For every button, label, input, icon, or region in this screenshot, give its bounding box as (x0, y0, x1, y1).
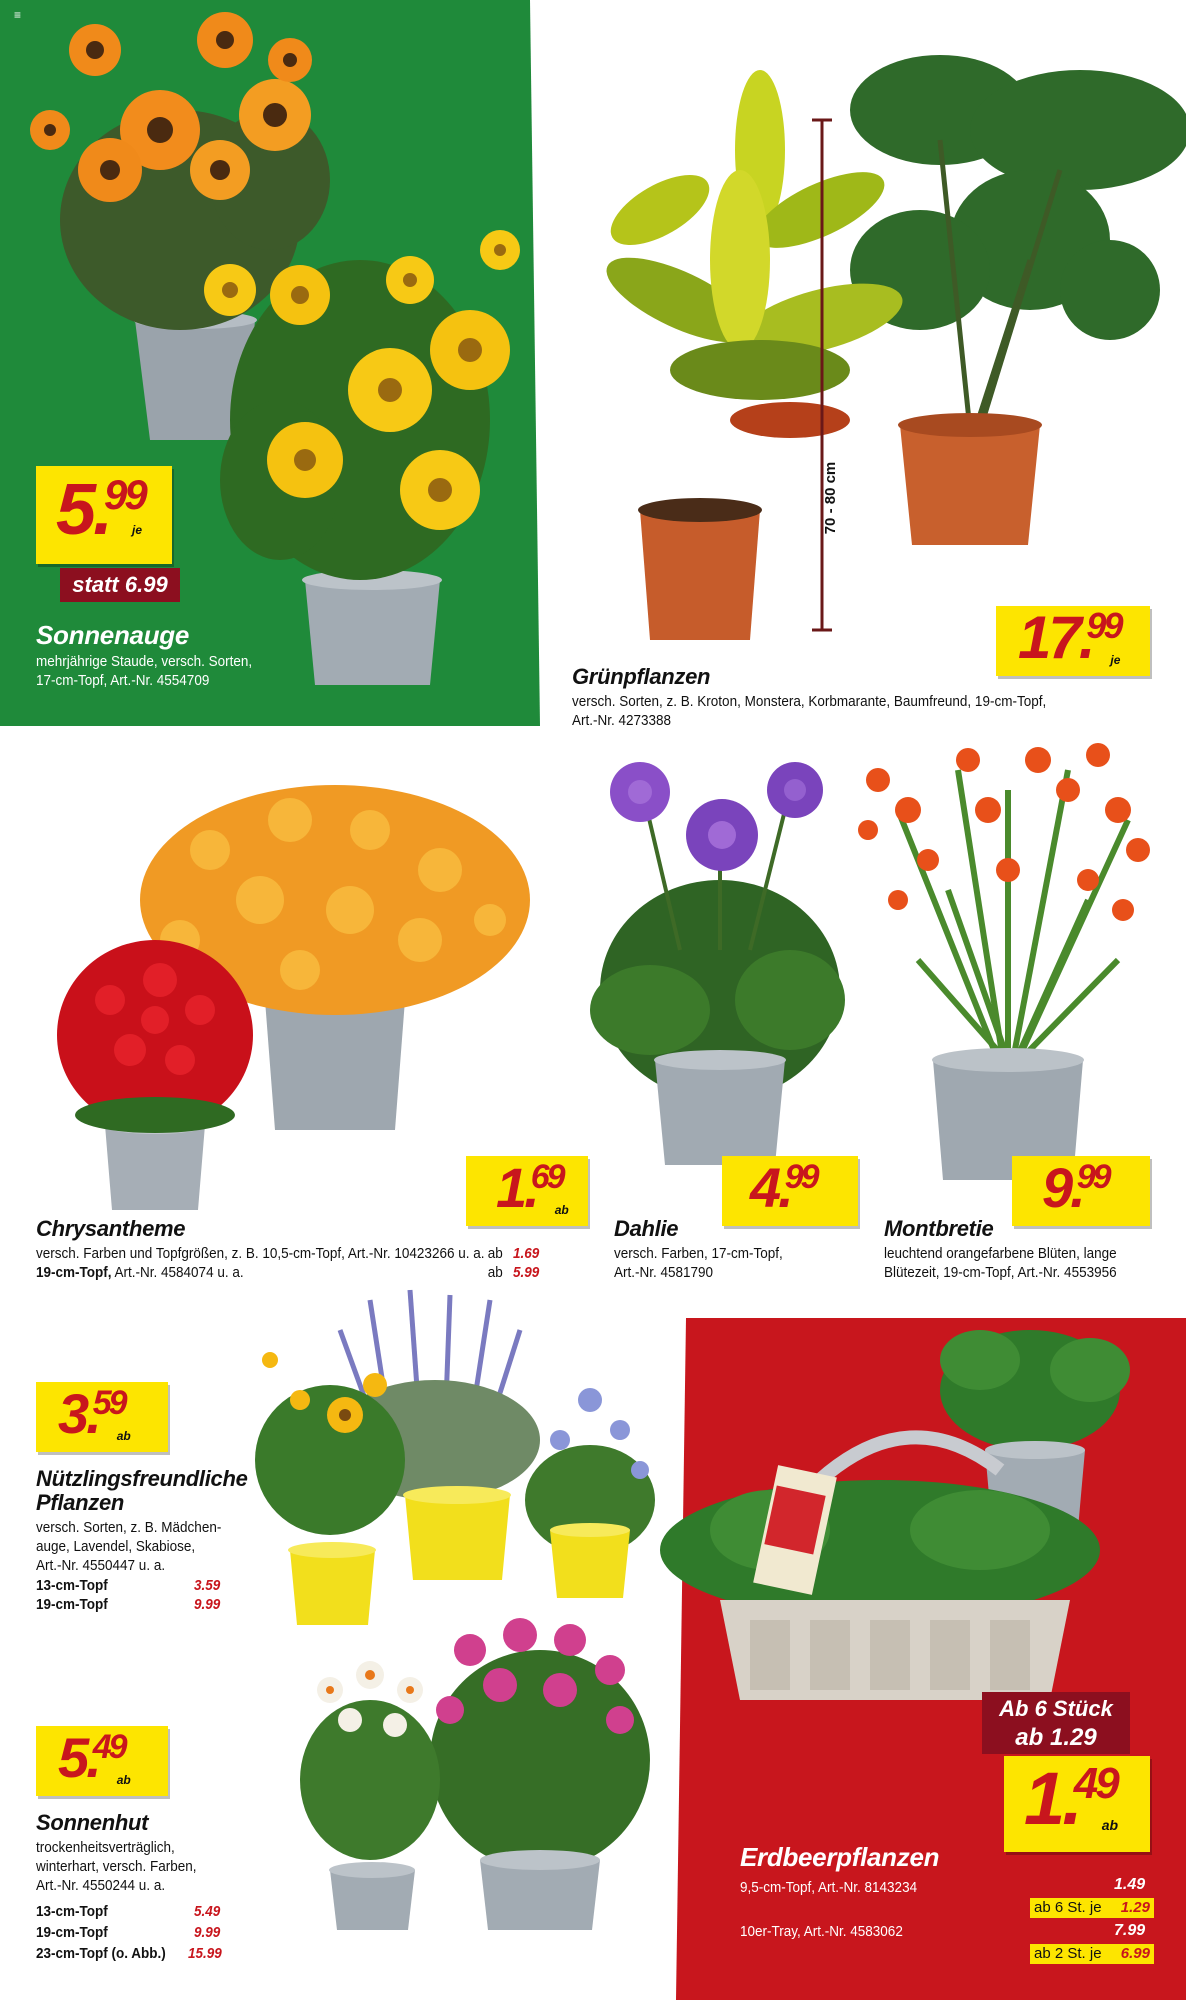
price-cents: 99 je (1086, 605, 1121, 667)
dahlie-plant-image (550, 750, 880, 1170)
price-cents: 59 ab (92, 1384, 131, 1443)
montbretie-price-tag (1012, 1156, 1150, 1226)
sonnenhut-row-2-value: 9.99 (194, 1924, 221, 1941)
nuetzling-desc-line2: auge, Lavendel, Skabiose, (36, 1538, 196, 1555)
price-suffix: je (1110, 653, 1121, 667)
nuetzling-title-line2: Pflanzen (36, 1490, 125, 1515)
sonnenauge-price-tag (36, 466, 172, 564)
price-main: 5. (58, 1726, 99, 1789)
sonnenhut-row-3-label: 23-cm-Topf (o. Abb.) (36, 1945, 166, 1962)
sonnenauge-title: Sonnenauge (36, 620, 190, 650)
price-main: 1. (1024, 1757, 1080, 1840)
erdbeer-plant-image (650, 1320, 1150, 1720)
chrysantheme-desc-line2: 19-cm-Topf, Art.-Nr. 4584074 u. a. ab 5.99 (36, 1264, 540, 1281)
price-main: 17. (1018, 604, 1093, 671)
sonnenauge-desc-line2: 17-cm-Topf, Art.-Nr. 4554709 (36, 672, 210, 689)
sonnenhut-row-2-label: 19-cm-Topf (36, 1924, 108, 1941)
nuetzling-row-1-value: 3.59 (194, 1577, 221, 1594)
montbretie-desc-line2: Blütezeit, 19-cm-Topf, Art.-Nr. 4553956 (884, 1264, 1117, 1281)
nuetzling-row-2-value: 9.99 (194, 1596, 221, 1613)
sonnenhut-row-3-value: 15.99 (188, 1945, 222, 1962)
nuetzling-desc-line3: Art.-Nr. 4550447 u. a. (36, 1557, 166, 1574)
sonnenhut-desc-line1: trockenheitsverträglich, (36, 1839, 175, 1856)
nuetzling-title-line1: Nützlingsfreundliche (36, 1466, 248, 1491)
gruenpflanzen-desc-line2: Art.-Nr. 4273388 (572, 712, 672, 729)
erdbeer-price-bulk1: ab 6 St. je 1.29 (1030, 1898, 1154, 1918)
price-suffix: je (132, 523, 143, 537)
nuetzling-price-tag (36, 1382, 168, 1452)
dahlie-desc-line1: versch. Farben, 17-cm-Topf, (614, 1245, 783, 1262)
chrysantheme-plant-image (60, 770, 540, 1200)
price-suffix: ab (116, 1773, 131, 1787)
erdbeer-price-single: 1.49 (1114, 1876, 1146, 1893)
price-cents: 99 je (104, 471, 145, 537)
sonnenhut-row-1-value: 5.49 (194, 1903, 221, 1920)
chrysantheme-title: Chrysantheme (36, 1216, 186, 1241)
nuetzling-row-2-label: 19-cm-Topf (36, 1596, 108, 1613)
sonnenauge-desc-line1: mehrjährige Staude, versch. Sorten, (36, 653, 253, 670)
badge-line2: ab 1.29 (1015, 1724, 1097, 1751)
menu-icon[interactable]: ≡ (14, 8, 22, 22)
erdbeer-price-tray: 7.99 (1114, 1922, 1146, 1939)
erdbeer-title: Erdbeerpflanzen (740, 1842, 940, 1872)
sonnenhut-title: Sonnenhut (36, 1810, 149, 1835)
price-main: 5. (56, 470, 111, 550)
gruenpflanzen-price-tag (996, 606, 1150, 676)
dahlie-desc-line2: Art.-Nr. 4581790 (614, 1264, 714, 1281)
gruenpflanzen-desc-line1: versch. Sorten, z. B. Kroton, Monstera, Korbmarante, Baumfreund, 19-cm-Topf, (572, 693, 1047, 710)
erdbeer-badge (982, 1692, 1130, 1754)
sonnenhut-desc-line2: winterhart, versch. Farben, (36, 1858, 197, 1875)
price-main: 3. (58, 1382, 99, 1445)
sonnenhut-price-tag (36, 1726, 168, 1796)
height-label: 70 - 80 cm (822, 461, 839, 535)
price-cents: 49 ab (92, 1728, 131, 1787)
nuetzling-desc-line1: versch. Sorten, z. B. Mädchen- (36, 1519, 222, 1536)
dahlie-title: Dahlie (614, 1216, 679, 1241)
price-cents: 69 ab (530, 1158, 569, 1217)
price-main: 1. (496, 1156, 537, 1219)
gruenpflanzen-title: Grünpflanzen (572, 664, 711, 689)
erdbeer-price-tag (1004, 1756, 1150, 1852)
price-cents: 99 (784, 1158, 817, 1196)
price-cents: 49 ab (1073, 1759, 1119, 1833)
gruenpflanzen-plant-image (560, 40, 1180, 667)
badge-line1: Ab 6 Stück (999, 1696, 1113, 1721)
montbretie-desc-line1: leuchtend orangefarbene Blüten, lange (884, 1245, 1117, 1262)
erdbeer-price-bulk2: ab 2 St. je 6.99 (1030, 1944, 1154, 1964)
price-suffix: ab (1101, 1817, 1119, 1833)
price-suffix: ab (116, 1429, 131, 1443)
price-main: 9. (1042, 1156, 1083, 1219)
price-main: 4. (750, 1156, 791, 1219)
nuetzling-row-1-label: 13-cm-Topf (36, 1577, 108, 1594)
montbretie-plant-image (838, 730, 1178, 1190)
erdbeer-desc-line1: 9,5-cm-Topf, Art.-Nr. 8143234 (740, 1879, 918, 1896)
montbretie-title: Montbretie (884, 1216, 994, 1241)
price-suffix: ab (554, 1203, 569, 1217)
sonnenhut-row-1-label: 13-cm-Topf (36, 1903, 108, 1920)
sonnenhut-desc-line3: Art.-Nr. 4550244 u. a. (36, 1877, 166, 1894)
price-cents: 99 (1076, 1158, 1109, 1196)
statt-badge: statt 6.99 (60, 568, 180, 602)
erdbeer-desc-line2: 10er-Tray, Art.-Nr. 4583062 (740, 1923, 903, 1940)
nuetzling-plant-image (250, 1280, 660, 1630)
sonnenhut-plant-image (300, 1610, 660, 1930)
chrysantheme-desc-line1: versch. Farben und Topfgrößen, z. B. 10,5-cm-Topf, Art.-Nr. 10423266 u. a. ab 1.69 (36, 1245, 540, 1262)
